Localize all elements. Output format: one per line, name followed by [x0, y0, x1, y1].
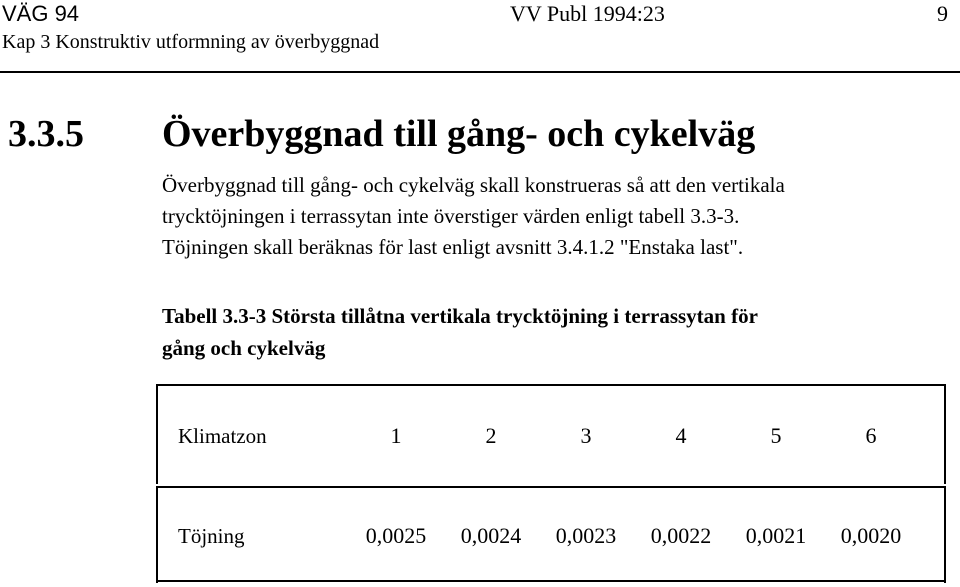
body-line: Töjningen skall beräknas för last enligt avsnitt 3.4.1.2 "Enstaka last". [162, 235, 744, 259]
table-cell: 0,0023 [555, 523, 617, 548]
section-number: 3.3.5 [8, 113, 84, 155]
table-cell: 4 [675, 423, 687, 448]
table-border [156, 580, 946, 582]
table-cell: 3 [580, 423, 592, 448]
header-series: VÄG 94 [2, 1, 80, 26]
body-line: trycktöjningen i terrassytan inte överstiger värden enligt tabell 3.3-3. [162, 204, 740, 228]
caption-line: gång och cykelväg [162, 336, 326, 360]
page-number: 9 [937, 1, 948, 26]
data-table [156, 384, 946, 584]
row-label-klimatzon: Klimatzon [178, 424, 267, 448]
section-title: Överbyggnad till gång- och cykelväg [162, 113, 756, 155]
table-cell: 0,0022 [650, 523, 712, 548]
row-label-tojning: Töjning [178, 524, 245, 548]
header-chapter: Kap 3 Konstruktiv utformning av överbyggnad [2, 31, 380, 53]
table-cell: 0,0020 [840, 523, 902, 548]
table-cell: 1 [390, 423, 402, 448]
table-cell: 5 [770, 423, 782, 448]
table-border [944, 486, 946, 583]
header-left [2, 0, 379, 56]
table-border [156, 384, 158, 484]
table-cell: 0,0021 [745, 523, 807, 548]
header-rule [0, 71, 960, 73]
table-border [156, 486, 158, 583]
table-cell: 0,0024 [460, 523, 522, 548]
caption-line: Tabell 3.3-3 Största tillåtna vertikala trycktöjning i terrassytan för [162, 304, 758, 328]
header-publication: VV Publ 1994:23 [510, 1, 665, 26]
table-caption [162, 300, 952, 364]
table-cell: 2 [485, 423, 497, 448]
table-border [156, 384, 946, 386]
table-cell: 0,0025 [365, 523, 427, 548]
table-border [944, 384, 946, 484]
body-paragraph [162, 170, 952, 263]
body-line: Överbyggnad till gång- och cykelväg skall konstrueras så att den vertikala [162, 173, 785, 197]
table-border [156, 486, 946, 488]
table-cell: 6 [865, 423, 877, 448]
